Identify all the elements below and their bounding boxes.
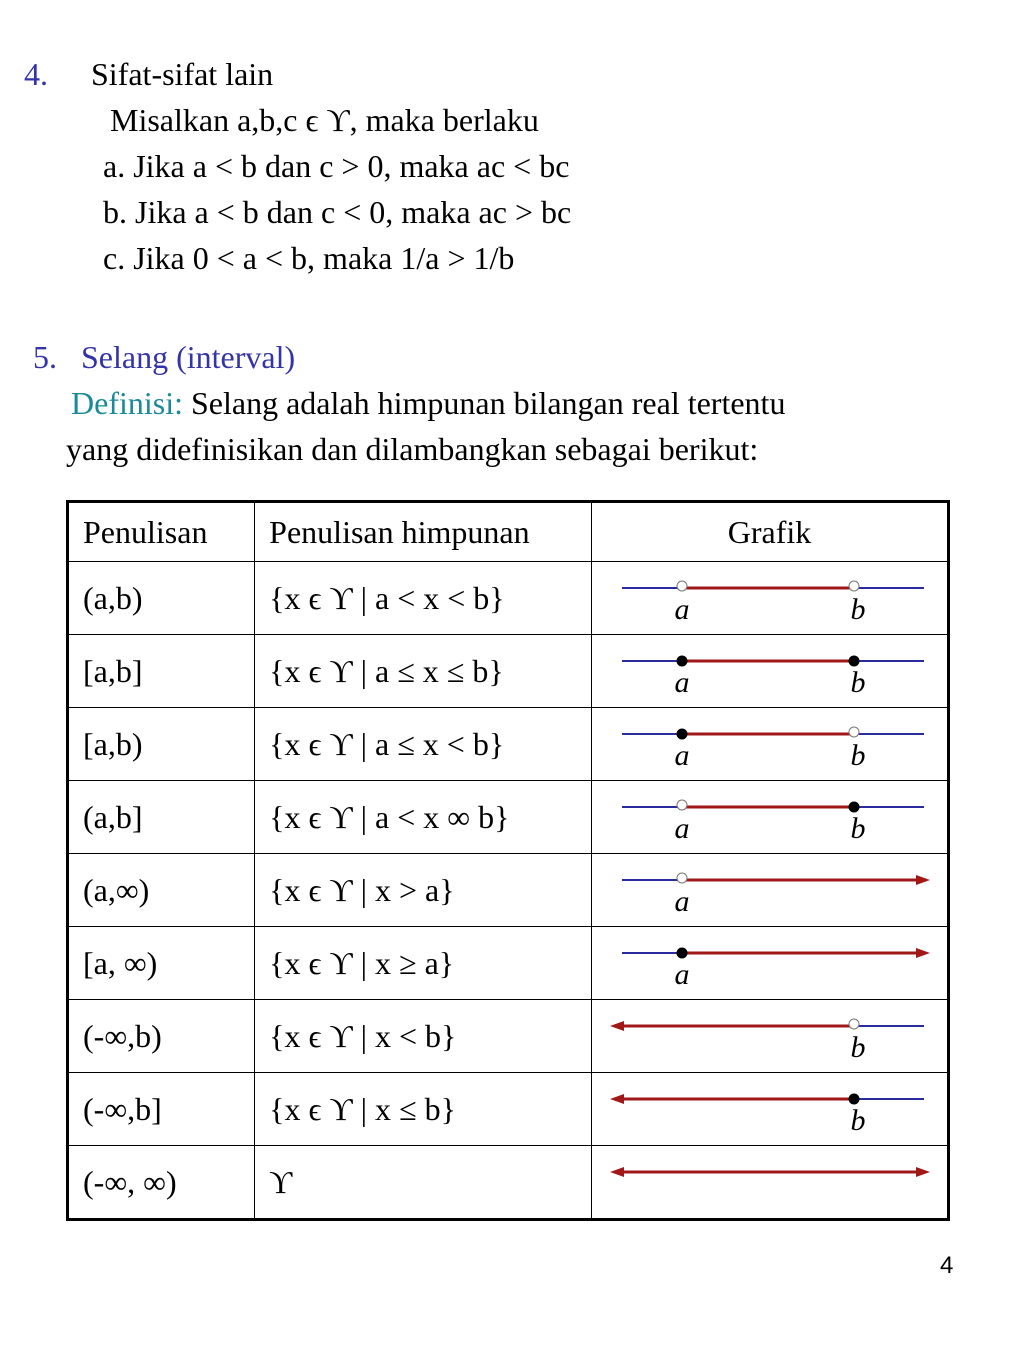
interval-graph-cell: [591, 927, 948, 1000]
interval-set: {x ϵ ϒ | a ≤ x ≤ b}: [255, 635, 592, 708]
table-row: [68, 562, 949, 635]
interval-set: {x ϵ ϒ | a < x < b}: [255, 562, 592, 635]
header-graph: Grafik: [591, 502, 948, 562]
number-line-graph: [592, 1146, 947, 1218]
definition-text-2: yang didefinisikan dan dilambangkan sebagai berikut:: [66, 431, 759, 467]
left-closed-point: [676, 656, 687, 667]
interval-notation: [a,b]: [68, 635, 255, 708]
section4-title: Sifat-sifat lain: [91, 56, 274, 92]
number-line-graph: [592, 1073, 947, 1145]
interval-notation: (a,∞): [68, 854, 255, 927]
definition-line: [71, 383, 785, 423]
right-arrow-icon: [916, 948, 930, 958]
left-endpoint-label: a: [674, 958, 690, 991]
right-endpoint-label: b: [850, 739, 866, 772]
table-header-row: [68, 502, 949, 562]
interval-set: {x ϵ ϒ | x < b}: [255, 1000, 592, 1073]
interval-graph-cell: [591, 562, 948, 635]
number-line-graph: [592, 562, 947, 634]
interval-set: {x ϵ ϒ | x > a}: [255, 854, 592, 927]
left-arrow-icon: [610, 1167, 624, 1177]
right-endpoint-label: b: [850, 666, 866, 699]
section4-item-a: a. Jika a < b dan c > 0, maka ac < bc: [103, 148, 570, 184]
interval-notation: (-∞,b): [68, 1000, 255, 1073]
table-row: [68, 708, 949, 781]
interval-set: {x ϵ ϒ | x ≤ b}: [255, 1073, 592, 1146]
left-endpoint-label: a: [674, 812, 690, 845]
left-open-point: [677, 800, 687, 810]
right-closed-point: [848, 802, 859, 813]
left-open-point: [677, 581, 687, 591]
section4-item-b: b. Jika a < b dan c < 0, maka ac > bc: [103, 194, 572, 230]
right-closed-point: [848, 1094, 859, 1105]
left-endpoint-label: a: [674, 885, 690, 918]
interval-notation: [a, ∞): [68, 927, 255, 1000]
interval-graph-cell: [591, 708, 948, 781]
table-row: [68, 1073, 949, 1146]
left-arrow-icon: [610, 1021, 624, 1031]
right-arrow-icon: [916, 875, 930, 885]
number-line-graph: [592, 781, 947, 853]
interval-table: [66, 500, 950, 1221]
left-endpoint-label: a: [674, 593, 690, 626]
table-row: [68, 781, 949, 854]
interval-set: {x ϵ ϒ | a ≤ x < b}: [255, 708, 592, 781]
right-open-point: [849, 581, 859, 591]
definition-label: Definisi:: [71, 385, 183, 421]
number-line-graph: [592, 927, 947, 999]
interval-graph-cell: [591, 781, 948, 854]
left-open-point: [677, 873, 687, 883]
table-row: [68, 1146, 949, 1220]
table-body: [68, 562, 949, 1220]
left-closed-point: [676, 948, 687, 959]
right-endpoint-label: b: [850, 1031, 866, 1064]
section5-title: Selang (interval): [81, 339, 296, 375]
interval-graph-cell: [591, 854, 948, 927]
header-notation: Penulisan: [68, 502, 255, 562]
definition-text: Selang adalah himpunan bilangan real tertentu: [190, 385, 786, 421]
left-endpoint-label: a: [674, 666, 690, 699]
interval-notation: (a,b): [68, 562, 255, 635]
table-row: [68, 635, 949, 708]
section4-intro: Misalkan a,b,c ϵ ϒ, maka berlaku: [110, 102, 539, 138]
table-row: [68, 854, 949, 927]
right-arrow-icon: [916, 1167, 930, 1177]
table-row: [68, 1000, 949, 1073]
interval-notation: (-∞,b]: [68, 1073, 255, 1146]
header-set: Penulisan himpunan: [255, 502, 592, 562]
interval-graph-cell: [591, 1146, 948, 1220]
interval-graph-cell: [591, 635, 948, 708]
left-endpoint-label: a: [674, 739, 690, 772]
interval-notation: (-∞, ∞): [68, 1146, 255, 1220]
interval-graph-cell: [591, 1000, 948, 1073]
number-line-graph: [592, 635, 947, 707]
left-arrow-icon: [610, 1094, 624, 1104]
right-endpoint-label: b: [850, 593, 866, 626]
right-open-point: [849, 1019, 859, 1029]
page-number: 4: [940, 1252, 954, 1279]
number-line-graph: [592, 708, 947, 780]
section4-item-c: c. Jika 0 < a < b, maka 1/a > 1/b: [103, 240, 515, 276]
interval-notation: [a,b): [68, 708, 255, 781]
number-line-graph: [592, 1000, 947, 1072]
interval-graph-cell: [591, 1073, 948, 1146]
right-closed-point: [848, 656, 859, 667]
interval-set: ϒ: [255, 1146, 592, 1220]
left-closed-point: [676, 729, 687, 740]
right-endpoint-label: b: [850, 812, 866, 845]
interval-set: {x ϵ ϒ | a < x ∞ b}: [255, 781, 592, 854]
right-open-point: [849, 727, 859, 737]
interval-set: {x ϵ ϒ | x ≥ a}: [255, 927, 592, 1000]
right-endpoint-label: b: [850, 1104, 866, 1137]
number-line-graph: [592, 854, 947, 926]
table-row: [68, 927, 949, 1000]
interval-notation: (a,b]: [68, 781, 255, 854]
section5-number: 5.: [33, 339, 57, 375]
section4-number: 4.: [24, 56, 48, 92]
